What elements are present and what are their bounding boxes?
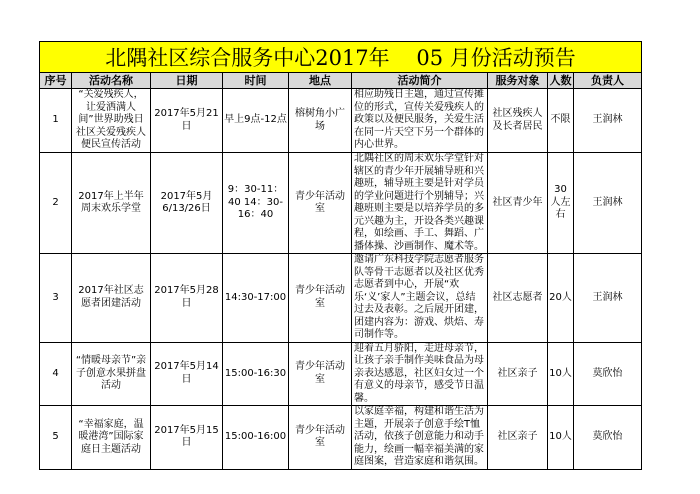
cell-place [289, 153, 352, 254]
cell-target: 社区青少年 [488, 153, 548, 254]
cell-count: 20人 [548, 254, 574, 343]
header-cell: 人数 [549, 73, 572, 87]
activity-name-text: “幸福家庭，温暖港湾”国际家庭日主题活动 [78, 418, 144, 455]
cell-target: 社区亲子 [488, 342, 548, 406]
cell-description [352, 153, 488, 254]
date-text: 2017年5月6/13/26日 [160, 190, 213, 214]
cell-count: 10人 [548, 406, 574, 470]
place-text: 青少年活动室 [295, 190, 345, 214]
table-row [40, 254, 642, 343]
cell-date: 2017年5月14日 [151, 342, 223, 406]
cell-place [289, 254, 352, 343]
table-row [40, 153, 642, 254]
description-text: 以家庭幸福，构建和谐生活为主题，开展亲子创意手绘T恤活动，依孩子创意能力和动手能力，绘画一幅幸福美满的家庭图案，营造家庭和谐氛围。 [354, 406, 484, 467]
activity-name-text: “情暖母亲节”亲子创意水果拼盘活动 [75, 355, 147, 391]
cell-place [289, 406, 352, 470]
header-cell: 地点 [289, 73, 352, 89]
cell-owner: 王润林 [574, 89, 642, 153]
cell-target: 社区残疾人及长者居民 [488, 89, 548, 153]
description-text: 迎着五月骄阳，走进母亲节，让孩子亲手制作美味食品为母亲表达感恩，社区妇女过一个有意义的母亲节，感受节日温馨。 [354, 342, 484, 404]
cell-description [352, 406, 488, 470]
cell-count: 不限 [548, 89, 574, 153]
cell-target: 社区志愿者 [488, 254, 548, 343]
page-title: 北隅社区综合服务中心2017年 05 月份活动预告 [40, 42, 642, 73]
cell-description [352, 254, 488, 343]
cell-date: 2017年5月28日 [151, 254, 223, 343]
cell-time: 15:00-16:30 [223, 342, 289, 406]
cell-number: 2 [40, 153, 72, 254]
cell-description [352, 89, 488, 153]
cell-activity-name [72, 254, 151, 343]
cell-time [223, 153, 289, 254]
cell-activity-name [72, 342, 151, 406]
cell-owner: 王润林 [574, 254, 642, 343]
cell-date: 2017年5月21日 [151, 89, 223, 153]
place-text: 青少年活动室 [295, 424, 345, 449]
cell-count [548, 153, 574, 254]
table-row [40, 406, 642, 470]
cell-time: 14:30-17:00 [223, 254, 289, 343]
cell-activity-name [72, 89, 151, 153]
description-text: 邀请广东科技学院志愿者服务队等骨干志愿者以及社区优秀志愿者到中心，开展“欢乐‘义’家人”主题会议，总结过去及表彰。之后展开团建，团建内容为：游戏、烘焙、寿司制作等。 [354, 254, 484, 340]
header-cell: 时间 [223, 73, 289, 89]
activity-name-text: 2017年上半年周末欢乐学堂 [78, 190, 144, 214]
header-cell: 序号 [40, 73, 72, 89]
cell-number: 3 [40, 254, 72, 343]
activity-schedule-table [39, 41, 642, 470]
cell-time: 15:00-16:00 [223, 406, 289, 470]
cell-owner: 莫欣怡 [574, 342, 642, 406]
cell-activity-name [72, 153, 151, 254]
place-text: 青少年活动室 [295, 361, 345, 385]
time-text: 9：30-11：40 14：30-16：40 [227, 184, 284, 221]
header-cell: 日期 [151, 73, 223, 89]
table-row [40, 342, 642, 406]
cell-target: 社区亲子 [488, 406, 548, 470]
cell-description [352, 342, 488, 406]
place-text: 青少年活动室 [295, 285, 345, 309]
header-row [40, 73, 642, 89]
activity-name-text: 2017年社区志愿者团建活动 [78, 285, 144, 309]
header-cell: 负责人 [574, 73, 642, 89]
count-text: 30人左右 [550, 184, 571, 221]
cell-place [289, 342, 352, 406]
header-cell: 服务对象 [488, 73, 548, 89]
cell-number: 4 [40, 342, 72, 406]
cell-time: 早上9点-12点 [223, 89, 289, 153]
cell-number: 5 [40, 406, 72, 470]
cell-number: 1 [40, 89, 72, 153]
place-text: 榕树角小广场 [295, 108, 345, 132]
cell-activity-name [72, 406, 151, 470]
cell-owner: 莫欣怡 [574, 406, 642, 470]
description-text: 北隅社区的周末欢乐学堂针对辖区的青少年开展辅导班和兴趣班，辅导班主要是针对学员的学业问题进行个别辅导；兴趣班则主要是以培养学员的多元兴趣为主，开设各类兴趣课程，如绘画、手工、舞蹈、广播体操、沙画制作、魔术等。 [354, 153, 484, 252]
description-text: 相应助残日主题，通过宣传摊位的形式，宣传关爱残疾人的政策以及便民服务，关爱生活在同一片天空下另一个群体的内心世界。 [354, 89, 484, 151]
cell-date [151, 153, 223, 254]
cell-count: 10人 [548, 342, 574, 406]
header-cell: 活动简介 [352, 73, 488, 89]
cell-date: 2017年5月15日 [151, 406, 223, 470]
cell-place [289, 89, 352, 153]
activity-name-text: “关爱残疾人，让爱洒满人间”世界助残日社区关爱残疾人便民宣传活动 [76, 89, 146, 151]
header-cell: 活动名称 [72, 73, 151, 89]
table-row [40, 89, 642, 153]
cell-owner: 王润林 [574, 153, 642, 254]
